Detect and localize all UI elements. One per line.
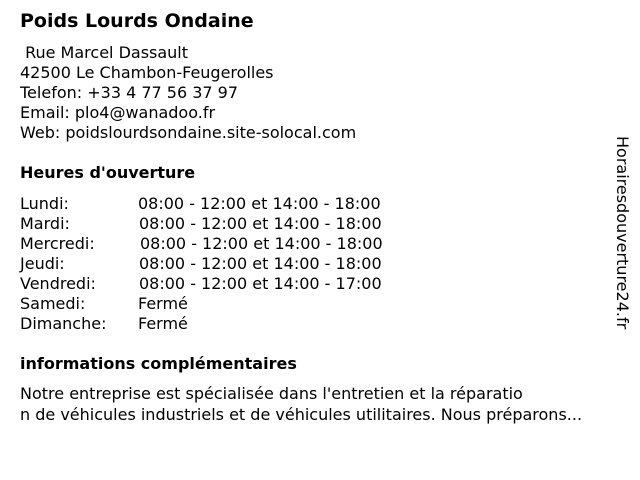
- info-line-1: Notre entreprise est spécialisée dans l'entretien et la réparatio: [20, 384, 523, 403]
- address-block: [20, 43, 356, 143]
- watermark-text: Horairesdouverture24.fr: [613, 136, 632, 330]
- day-hours: 08:00 - 12:00 et 14:00 - 18:00: [139, 254, 382, 273]
- day-label: Mardi:: [20, 214, 70, 233]
- day-hours: 08:00 - 12:00 et 14:00 - 17:00: [139, 274, 382, 293]
- day-hours: 08:00 - 12:00 et 14:00 - 18:00: [139, 214, 382, 233]
- email-address[interactable]: Email: plo4@wanadoo.fr: [20, 103, 216, 122]
- hours-heading: Heures d'ouverture: [20, 163, 196, 182]
- website-link[interactable]: Web: poidslourdsondaine.site-solocal.com: [20, 123, 357, 142]
- day-hours: Fermé: [138, 314, 188, 333]
- day-label: Samedi:: [20, 294, 86, 313]
- day-label: Mercredi:: [20, 234, 95, 253]
- info-heading: informations complémentaires: [20, 354, 297, 373]
- day-label: Dimanche:: [20, 314, 107, 333]
- street-address: Rue Marcel Dassault: [20, 43, 189, 62]
- city-address: 42500 Le Chambon-Feugerolles: [20, 63, 274, 82]
- info-description: [20, 383, 635, 425]
- business-name: Poids Lourds Ondaine: [20, 10, 254, 32]
- day-hours: 08:00 - 12:00 et 14:00 - 18:00: [140, 234, 383, 253]
- day-label: Lundi:: [20, 194, 69, 213]
- day-label: Jeudi:: [20, 254, 65, 273]
- day-hours: 08:00 - 12:00 et 14:00 - 18:00: [138, 194, 381, 213]
- phone-number[interactable]: Telefon: +33 4 77 56 37 97: [20, 83, 239, 102]
- day-hours: Fermé: [138, 294, 188, 313]
- day-label: Vendredi:: [20, 274, 96, 293]
- info-line-2: n de véhicules industriels et de véhicules utilitaires. Nous préparons...: [20, 405, 583, 424]
